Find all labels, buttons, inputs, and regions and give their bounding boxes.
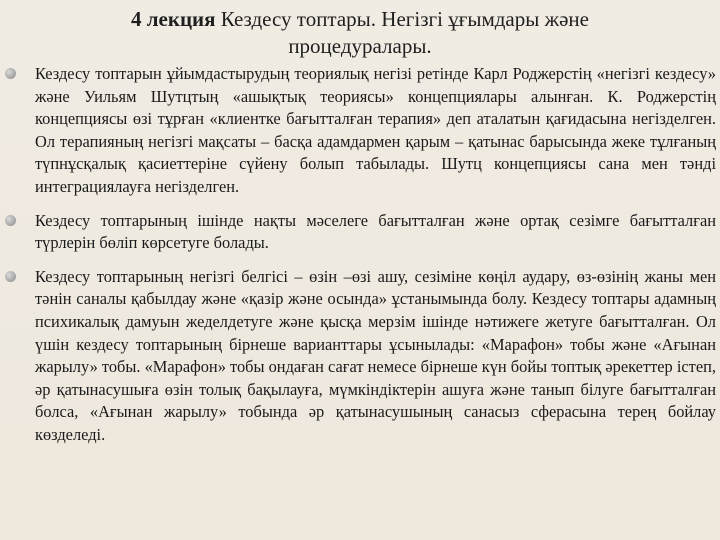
bullet-item [0,210,720,255]
title-text: Кездесу топтары. Негізгі ұғымдары және процедуралары. [215,7,589,58]
bullet-item [0,63,720,199]
bullet-dot-icon [5,68,16,79]
bullet-text: Кездесу топтарының ішінде нақты мәселеге бағытталған және ортақ сезімге бағытталған түрлерін бөліп көрсетуге болады. [35,210,716,253]
slide-title [60,6,660,60]
bullet-list [0,63,720,458]
bullet-item [0,266,720,447]
bullet-text: Кездесу топтарын ұйымдастырудың теориялық негізі ретінде Карл Роджерстің «негізгі кездесу» және Уильям Шутцтың «ашықтық теориясы» концепциялары алынған. К. Роджерстің концепциясы өзі тұрған «клиентке бағытталған терапия» деп аталатын қағидасына негізделген. Ол терапияның негізгі мақсаты – басқа адамдармен қарым – қатынас барысында жеке тұлғаның түпнұсқалық қасиеттеріне сүйену болып табылады. Шутц концепциясы сана мен тәнді интеграциялауға негізделген. [35,64,716,196]
bullet-dot-icon [5,215,16,226]
lecture-number: 4 лекция [131,7,216,31]
bullet-dot-icon [5,271,16,282]
bullet-text: Кездесу топтарының негізгі белгісі – өзін –өзі ашу, сезіміне көңіл аудару, өз-өзінің жаны мен тәнін саналы қабылдау және «қазір және осында» ұстанымында болу. Кездесу топтары адамның психикалық дамуын жеделдетуге және қысқа мерзім ішінде нәтижеге жетуге бағытталған. Ол үшін кездесу топтарының бірнеше варианттары ұсынылады: «Марафон» тобы және «Ағынан жарылу» тобы. «Марафон» тобы ондаған сағат немесе бірнеше күн бойы топтық әрекеттер істеп, әр қатынасушыға өзін толық бақылауға, мүмкіндіктерін ашуға және танып білуге бағытталған болса, «Ағынан жарылу» тобында әр қатынасушының санасыз сферасына терең бойлау көзделеді. [35,266,716,444]
